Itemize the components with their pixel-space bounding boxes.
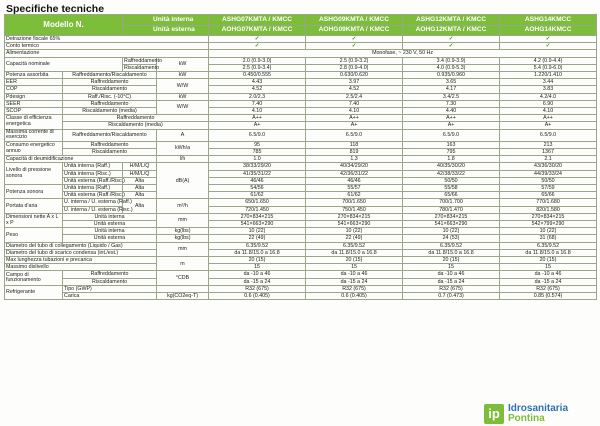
logo-line-1: Idrosanitaria [508,403,569,414]
cell: 42/36/31/22 [306,170,403,177]
cell: 61/62 [209,192,306,199]
cell: 820/1.580 [500,206,597,213]
cell: 61/62 [306,192,403,199]
sub-label: Unità esterna [63,221,157,228]
cell: 1.0 [209,156,306,163]
row-label: Detrazione fiscale 65% [5,36,209,43]
cell: A+ [500,122,597,129]
sub-label: U. interna / U. esterna (Risc.) [64,206,133,213]
cell: 20 (15) [500,257,597,264]
cell: A++ [306,115,403,122]
cell: 20 (15) [209,257,306,264]
cell: 541×663×290 [403,221,500,228]
check-icon: ✓ [403,36,500,43]
row-label: Dimensioni nette A x L x P [5,213,63,227]
cell: 55/57 [306,185,403,192]
row-label: Capacità nominale [5,57,123,71]
cell: 4.52 [306,86,403,93]
check-icon: ✓ [500,36,597,43]
row-label: Livello di pressione sonora [5,163,63,185]
table-row [5,57,597,64]
table-row [5,235,597,242]
sub-label: Unità interna [63,228,157,235]
sub-label: Unità esterna (Raff./Risc.) [64,177,125,184]
row-label: EER [5,79,63,86]
cell: 2.5 (0.9-3.4) [209,64,306,71]
cell: 20 (15) [306,257,403,264]
table-row [5,170,597,177]
row-label: Portata d'aria [5,199,63,213]
table-row [5,79,597,86]
cell: 42/38/33/22 [403,170,500,177]
cell: 41/35/31/22 [209,170,306,177]
table-row [5,149,597,156]
table-row [5,156,597,163]
sub-label: Riscaldamento (media) [63,122,209,129]
sub-label: Raff./Risc. (-10°C) [63,93,157,100]
cell: 46/46 [209,177,306,184]
cell: 15 [500,264,597,271]
unit: kW [157,93,209,100]
cell: 1.3 [306,156,403,163]
cell: 118 [306,141,403,148]
sub-label: Raffreddamento/Riscaldamento [63,72,157,79]
table-row [5,163,597,170]
cell: 270×834×215 [306,213,403,220]
outdoor-model: AOHG12KMTA / KMCC [403,25,500,36]
cell: 1.220/1.410 [500,72,597,79]
outdoor-model: AOHG07KMTA / KMCC [209,25,306,36]
table-row [5,228,597,235]
row-label: Peso [5,228,63,242]
cell: 15 [209,264,306,271]
table-row [5,264,597,271]
cell: 50/50 [403,177,500,184]
cell: 163 [403,141,500,148]
cell: 6.90 [500,100,597,107]
cell: 0.85 (0.574) [500,293,597,300]
unit: W/W [157,100,209,114]
cell: 4.40 [403,108,500,115]
outdoor-label: Unità esterna [123,25,209,36]
cell: A+ [209,122,306,129]
cell: 3.4/2.5 [403,93,500,100]
cell: 4.2 (0.9-4.4) [500,57,597,64]
table-row [5,100,597,107]
sub-label: Tipo (GWP) [63,285,157,292]
table-row [5,199,597,206]
sub-label: Raffreddamento [63,271,157,278]
cell: 3.44 [500,79,597,86]
cell: A++ [403,115,500,122]
cell: 4.17 [403,86,500,93]
indoor-model: ASHG12KMTA / KMCC [403,15,500,26]
cell: 7.30 [403,100,500,107]
sub-label: Alta [123,199,157,213]
cell: da -15 a 24 [306,278,403,285]
cell: 6.35/9.52 [209,242,306,249]
row-label: Diametro del tubo di scarico condensa (int./est.) [5,249,157,256]
sub-label: U. interna / U. esterna (Raff.) [64,199,132,206]
cell: R32 (675) [209,285,306,292]
sub-label: H/M/L/Q [123,163,157,170]
cell: 2.5 (0.9-3.2) [306,57,403,64]
cell: da 11.8/15.0 a 16.8 [306,249,403,256]
cell: A++ [500,115,597,122]
unit: kWh/a [157,141,209,155]
table-row [5,72,597,79]
cell: 4.2/4.0 [500,93,597,100]
cell: A+ [403,122,500,129]
cell: 6.35/9.52 [500,242,597,249]
outdoor-model: AOHG09KMTA / KMCC [306,25,403,36]
cell: 213 [500,141,597,148]
sub-label: Unità interna (Risc.) [63,170,123,177]
cell: 40/35/30/20 [403,163,500,170]
table-row [5,293,597,300]
cell: 4.43 [209,79,306,86]
cell: 3.4 (0.9-3.9) [403,57,500,64]
table-row [5,192,597,199]
unit: kg(CO2eq-T) [157,293,209,300]
cell: 6.35/9.52 [306,242,403,249]
table-row [5,43,597,50]
table-row [5,185,597,192]
table-row [5,249,597,256]
unit: A [157,129,209,141]
table-row [5,285,597,292]
sub-label: Unità interna (Raff.) [63,163,123,170]
unit: kg(lbs) [157,235,209,242]
row-label: SEER [5,100,63,107]
cell: 2.0 (0.9-3.0) [209,57,306,64]
sub-label: Alta [123,185,157,192]
cell: 650/1.650 [209,199,306,206]
sub-label: Unità esterna [63,235,157,242]
sub-label: Unità esterna (Raff./Risc.) [64,192,125,199]
row-label: Refrigerante [5,285,63,299]
cell: da -15 a 24 [403,278,500,285]
cell: 54/56 [209,185,306,192]
cell: 6.5/9.0 [403,129,500,141]
table-row [5,108,597,115]
row-label: Alimentazione [5,50,209,57]
cell: 0.935/0.960 [403,72,500,79]
table-row [5,115,597,122]
cell: 0.630/0.620 [306,72,403,79]
table-row [5,141,597,148]
cell: 819 [306,149,403,156]
unit: W/W [157,79,209,93]
check-icon: ✓ [500,43,597,50]
check-icon: ✓ [403,43,500,50]
sub-label: Riscaldamento (media) [63,108,157,115]
cell: 22 (49) [306,235,403,242]
cell: 44/39/33/24 [500,170,597,177]
cell: A++ [209,115,306,122]
cell: 780/1.470 [403,206,500,213]
cell: 0.6 (0.405) [209,293,306,300]
unit: °CDB [157,271,209,285]
cell: 1.8 [403,156,500,163]
cell: 785 [209,149,306,156]
table-row [5,86,597,93]
cell: 700/1.650 [306,199,403,206]
table-row [5,122,597,129]
cell: 270×834×215 [209,213,306,220]
cell: da -15 a 24 [209,278,306,285]
cell: 22 (49) [209,235,306,242]
row-label: Classe di efficienza energetica [5,115,63,129]
cell: 31 (68) [500,235,597,242]
unit: mm [157,213,209,227]
cell: 541×663×290 [209,221,306,228]
cell: 4.10 [500,108,597,115]
row-label: SCOP [5,108,63,115]
unit: l/h [157,156,209,163]
cell: 795 [403,149,500,156]
cell: R32 (675) [403,285,500,292]
cell: 65/66 [500,192,597,199]
cell: 2.1 [500,156,597,163]
cell: 6.5/9.0 [500,129,597,141]
cell: 2.0/2.3 [209,93,306,100]
cell: 24 (53) [403,235,500,242]
indoor-model: ASHG14KMCC [500,15,597,26]
check-icon: ✓ [209,43,306,50]
cell: 55/58 [403,185,500,192]
row-label: Max lunghezza tubazioni e precarica [5,257,157,264]
unit: kg(lbs) [157,228,209,235]
unit: mm [157,242,209,256]
sub-label: Carica [63,293,157,300]
row-label: Capacità di deumidificazione [5,156,157,163]
cell: da -10 a 46 [306,271,403,278]
cell: 10 (22) [500,228,597,235]
cell: 7.40 [306,100,403,107]
indoor-model: ASHG09KMTA / KMCC [306,15,403,26]
row-label: Campo di funzionamento [5,271,63,285]
cell: 3.97 [306,79,403,86]
cell: da 11.8/15.0 a 16.8 [209,249,306,256]
cell: 15 [306,264,403,271]
page-title: Specifiche tecniche [6,3,105,15]
table-row [5,93,597,100]
cell: 6.5/9.0 [306,129,403,141]
cell: 3.83 [500,86,597,93]
cell: 6.35/9.52 [403,242,500,249]
cell: da -10 a 46 [403,271,500,278]
table-row [5,50,597,57]
check-icon: ✓ [209,36,306,43]
row-label: Consumo energetico annuo [5,141,63,155]
unit: kW [157,72,209,79]
cell: 2.5/2.4 [306,93,403,100]
cell: da -10 a 46 [500,271,597,278]
cell: 720/1.450 [209,206,306,213]
logo-mark: ip [484,404,504,424]
unit: m [157,257,209,271]
sub-label: Riscaldamento [63,86,157,93]
brand-logo [484,402,594,424]
unit: kW [157,57,209,71]
cell: 0.450/0.555 [209,72,306,79]
check-icon: ✓ [306,43,403,50]
cell: da 11.8/15.0 a 16.8 [403,249,500,256]
sub-label: Raffreddamento [63,141,157,148]
cell: 95 [209,141,306,148]
spec-table [4,14,597,300]
check-icon: ✓ [306,36,403,43]
cell: 1367 [500,149,597,156]
cell: da 11.8/15.0 a 16.8 [500,249,597,256]
cell: 57/59 [500,185,597,192]
cell: 270×834×215 [403,213,500,220]
cell: 20 (15) [403,257,500,264]
cell: A+ [306,122,403,129]
table-row [5,206,597,213]
table-row [5,278,597,285]
cell: 43/36/30/20 [500,163,597,170]
cell: 38/33/29/20 [209,163,306,170]
cell: da -15 a 24 [500,278,597,285]
cell: 5.4 (0.9-6.0) [500,64,597,71]
cell: 770/1.680 [500,199,597,206]
sub-label: Riscaldamento [63,278,157,285]
sub-label: Raffreddamento [124,57,162,64]
sub-label: Raffreddamento [63,79,157,86]
row-label: Massima corrente di esercizio [5,129,63,141]
cell: 0.7 (0.473) [403,293,500,300]
sub-label: Alta [123,192,157,199]
cell: R32 (675) [500,285,597,292]
row-label: Massimo dislivello [5,264,157,271]
row-label: COP [5,86,63,93]
indoor-model: ASHG07KMTA / KMCC [209,15,306,26]
cell: 750/1.450 [306,206,403,213]
cell: R32 (675) [306,285,403,292]
sub-label: Riscaldamento [63,149,157,156]
cell: 15 [403,264,500,271]
sub-label: Unità interna (Raff.) [63,185,123,192]
sub-label: Raffreddamento/Riscaldamento [63,129,157,141]
table-row [5,271,597,278]
table-row [5,129,597,141]
sub-label: Raffreddamento [63,115,209,122]
cell: 46/46 [306,177,403,184]
table-row [5,177,597,184]
row-label: Potenza sonora [5,185,63,199]
cell: 4.10 [209,108,306,115]
cell: 541×663×290 [306,221,403,228]
cell: 10 (22) [306,228,403,235]
cell: 3.65 [403,79,500,86]
cell: 10 (22) [403,228,500,235]
cell: 6.5/9.0 [209,129,306,141]
row-label: Diametro del tubo di collegamento (Liquido / Gas) [5,242,157,249]
cell: 4.0 (0.9-5.3) [403,64,500,71]
cell: 542×799×290 [500,221,597,228]
row-label: Conto termico [5,43,209,50]
table-row [5,257,597,264]
cell: 700/1.700 [403,199,500,206]
cell: 7.40 [209,100,306,107]
cell: 50/50 [500,177,597,184]
outdoor-model: AOHG14KMCC [500,25,597,36]
cell: 2.8 (0.9-4.0) [306,64,403,71]
cell: 0.6 (0.405) [306,293,403,300]
table-row [5,213,597,220]
sub-label: Unità interna [63,213,157,220]
cell: 10 (22) [209,228,306,235]
model-label: Modello N. [5,15,123,36]
sub-label: Alta [123,177,157,184]
unit: dB(A) [157,163,209,199]
sub-label: Raffreddamento [63,100,157,107]
cell: da -10 a 46 [209,271,306,278]
cell: 40/34/29/20 [306,163,403,170]
sub-label: Riscaldamento [124,64,160,71]
indoor-label: Unità interna [123,15,209,26]
cell: 65/66 [403,192,500,199]
table-row [5,36,597,43]
sub-label: H/M/L/Q [123,170,157,177]
table-row [5,221,597,228]
cell: 270×834×215 [500,213,597,220]
unit: m³/h [157,199,209,213]
row-label: Potenza assorbita [5,72,63,79]
row-label: Pdesign [5,93,63,100]
logo-line-2: Pontina [508,413,545,424]
cell: 4.10 [306,108,403,115]
cell: Monofase, ~ 230 V, 50 Hz [209,50,597,57]
cell: 4.52 [209,86,306,93]
table-row [5,242,597,249]
